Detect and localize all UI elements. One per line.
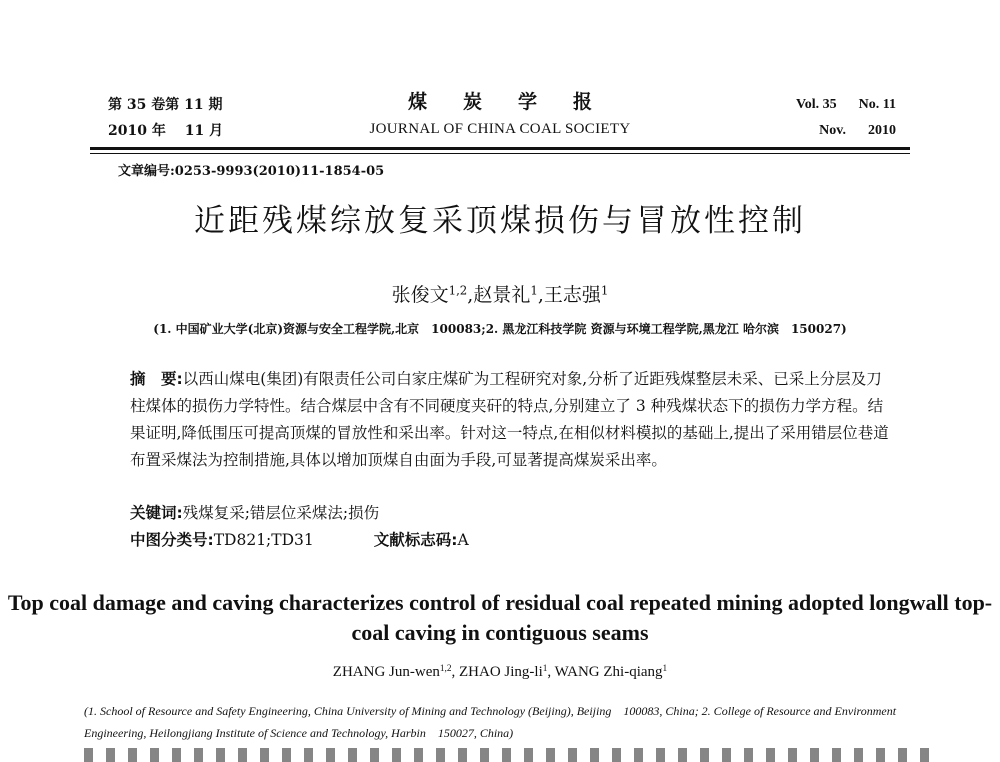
author-cn-sup: 1,2	[448, 283, 468, 298]
authors-cn: 张俊文$^{1,2}$,赵景礼$^1$,王志强$^1$	[391, 283, 609, 306]
doc-code-value: A	[457, 531, 469, 549]
doc-code-label: 文献标志码:	[373, 531, 458, 549]
title-en: Top coal damage and caving characterizes control of residual coal repeated mining adopted longwall top-coal caving in contiguous seams	[7, 590, 993, 645]
journal-name-cn: 煤炭学报	[407, 91, 628, 113]
author-en-name: ZHANG Jun-wen	[332, 664, 440, 680]
author-cn-name: 赵景礼	[473, 284, 531, 306]
journal-name	[330, 88, 670, 142]
issue-info-en	[796, 92, 896, 144]
keywords-label: 关键词:	[130, 504, 183, 522]
author-en-sup: 1	[662, 663, 668, 674]
author-cn-sup: 1	[530, 283, 538, 298]
author-en-name: ZHAO Jing-li	[459, 664, 543, 680]
authors-en: ZHANG Jun-wen$^{1,2}$, ZHAO Jing-$li^1$, WANG Zhi-qiang$^1$	[332, 663, 668, 680]
number-en: No. 11	[858, 97, 896, 112]
author-cn-name: 王志强	[543, 284, 601, 306]
month-en: Nov.	[819, 123, 846, 138]
affiliation-cn: (1. 中国矿业大学(北京)资源与安全工程学院,北京 100083;2. 黑龙江科技学院 资源与环境工程学院,黑龙江 哈尔滨 150027)	[153, 322, 847, 336]
author-en-sup: 1	[542, 663, 548, 674]
author-cn-sup: 1	[600, 283, 609, 298]
affiliation-en: (1. School of Resource and Safety Engineering, China University of Mining and Technology (Beijing), Beijing 100083, China; 2. College of Resource and Environment Engineering, Heilongjiang Institute of Science and Technology, Harbin 150027, China)	[84, 704, 897, 740]
year-en: 2010	[868, 123, 896, 138]
date-cn: 2010 年 11 月	[108, 123, 224, 139]
volume-issue-cn: 第 35 卷第 11 期	[108, 97, 223, 113]
abstract-label: 摘 要:	[130, 370, 183, 388]
header-rule-thin	[90, 153, 910, 154]
author-en-sup: 1,2	[439, 663, 452, 674]
issue-info-cn	[108, 92, 223, 144]
classification	[130, 527, 469, 554]
author-cn-name: 张俊文	[391, 284, 449, 306]
author-en-name: WANG Zhi-qiang	[554, 664, 663, 680]
clc-label: 中图分类号:	[130, 531, 214, 549]
volume-en: Vol. 35	[795, 97, 837, 112]
article-number: 文章编号:0253-9993(2010)11-1854-05	[118, 164, 385, 179]
abstract-text: 以西山煤电(集团)有限责任公司白家庄煤矿为工程研究对象,分析了近距残煤整层未采、已采上分层及刀柱煤体的损伤力学特性。结合煤层中含有不同硬度夹矸的特点,分别建立了 3 种残煤状态下的损伤力学方程。结果证明,降低围压可提高顶煤的冒放性和采出率。针对这一特点,在相似材料模拟的基础上,提出了采用错层位巷道布置采煤法为控制措施,具体以增加顶煤自由面为手段,可显著提高煤炭采出率。	[130, 370, 889, 469]
journal-name-en: JOURNAL OF CHINA COAL SOCIETY	[369, 121, 631, 137]
clc-value: TD821;TD31	[213, 531, 314, 549]
title-cn: 近距残煤综放复采顶煤损伤与冒放性控制	[194, 203, 806, 239]
abstract-cn	[130, 366, 890, 474]
keywords-cn	[130, 500, 379, 527]
header-rule-thick	[90, 147, 910, 150]
keywords-text: 残煤复采;错层位采煤法;损伤	[182, 504, 380, 522]
